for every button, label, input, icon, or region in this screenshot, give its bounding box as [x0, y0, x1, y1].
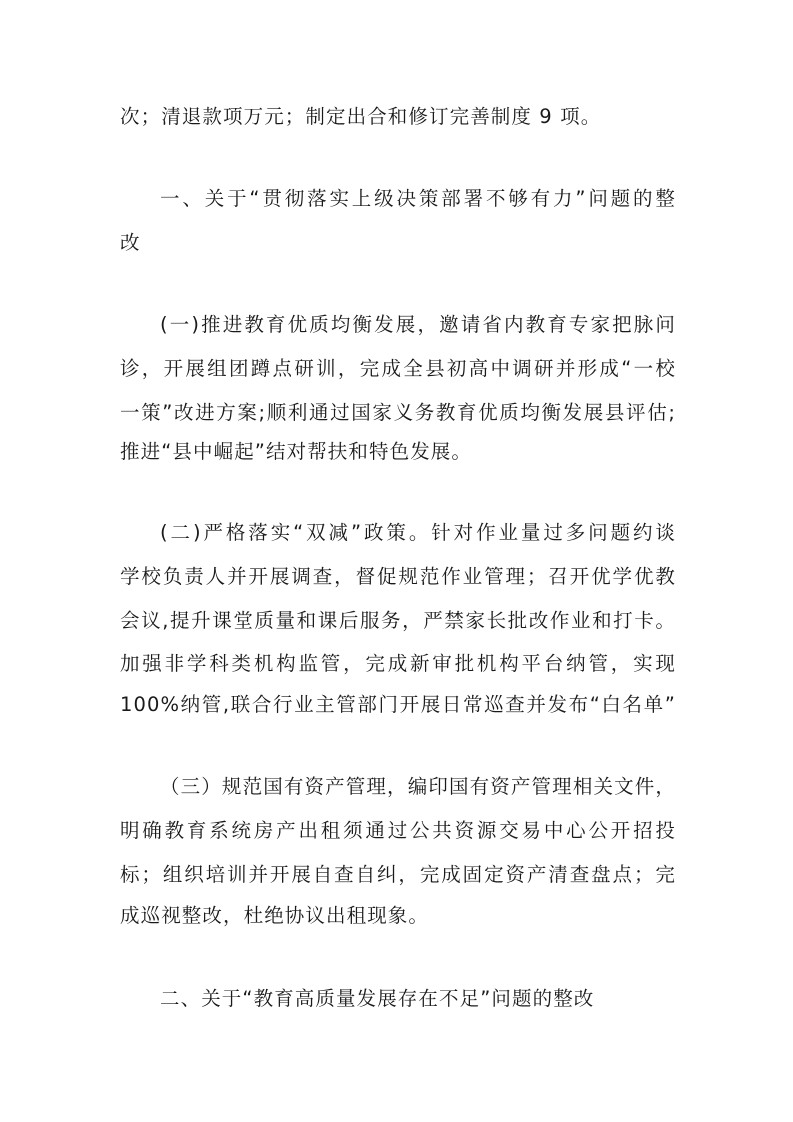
paragraph-line: 加强非学科类机构监管，完成新审批机构平台纳管，实现: [120, 652, 676, 675]
paragraph-line: 推进“县中崛起”结对帮扶和特色发展。: [120, 440, 473, 463]
paragraph-line: 一策”改进方案;顺利通过国家义务教育优质均衡发展县评估;: [120, 401, 676, 424]
paragraph-line: 成巡视整改，杜绝协议出租现象。: [120, 904, 430, 927]
paragraph-line: 标；组织培训并开展自查自纠，完成固定资产清查盘点；完: [120, 863, 676, 886]
paragraph-line: (二)严格落实“双减”政策。针对作业量过多问题约谈: [160, 521, 676, 544]
paragraph-line: 次；清退款项万元；制定出合和修订完善制度 9 项。: [120, 105, 602, 128]
section-heading-1-cont: 改: [120, 231, 141, 254]
paragraph-line: 100%纳管,联合行业主管部门开展日常巡查并发布“白名单”: [120, 693, 676, 716]
paragraph-line: 学校负责人并开展调查，督促规范作业管理；召开优学优教: [120, 565, 676, 588]
paragraph-line: 会议,提升课堂质量和课后服务，严禁家长批改作业和打卡。: [120, 609, 676, 632]
paragraph-line: 明确教育系统房产出租须通过公共资源交易中心公开招投: [120, 819, 676, 842]
section-heading-1: 一、关于“贯彻落实上级决策部署不够有力”问题的整: [160, 187, 676, 210]
section-heading-2: 二、关于“教育高质量发展存在不足”问题的整改: [160, 987, 595, 1010]
paragraph-line: 诊，开展组团蹲点研训，完成全县初高中调研并形成“一校: [120, 357, 676, 380]
paragraph-line: (一)推进教育优质均衡发展，邀请省内教育专家把脉问: [160, 313, 676, 336]
paragraph-line: （三）规范国有资产管理，编印国有资产管理相关文件，: [160, 775, 676, 798]
